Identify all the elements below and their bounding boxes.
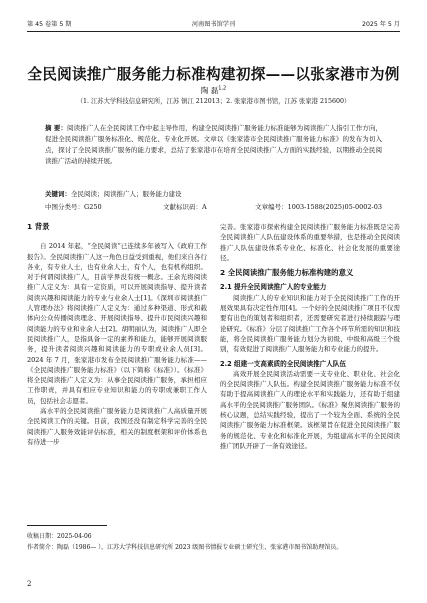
keywords-label: 关键词：: [45, 190, 71, 198]
keywords: [45, 189, 382, 198]
footnote-rule: [27, 525, 107, 526]
abstract-text: 阅读推广人在全民阅读工作中起主导作用，构建全民阅读推广服务能力标准能够为阅读推广人指引工作方向，促进全民阅读推广服务标准化、规范化、专业化开展。文章以《张家港市全民阅读推广服务能力标准》的发布为切入点，探讨了全民阅读推广服务的能力要求，总结了张家港市在培育全民阅读推广人方面的实践经验，以期推动全民阅读推广活动的持续开展。: [45, 124, 383, 165]
clc-number: 中图分类号：G250: [45, 203, 102, 211]
running-header: [27, 19, 400, 30]
article-number: 文章编号：1003-1588(2025)05-0002-03: [255, 203, 382, 211]
paragraph: 阅读推广人的专业知识和能力对于全民阅读推广工作的开展效果具有决定性作用[4]。一个好的全民阅读推广项目不仅需要有出色的策划者和组织者，还需要研究者进行持续跟踪与理论研究。《标准》分层了阅读推广工作各个环节所需的知识和技能，将全民阅读推广服务能力划分为初级、中级和高级三个级别，有效促进了阅读推广人服务能力和专业能力的提升。: [220, 293, 400, 354]
article-title: 全民阅读推广服务能力标准构建初探——以张家港市为例: [27, 66, 400, 83]
paragraph: 高水平的全民阅读推广服务能力是阅读推广人高质量开展全民阅读工作的关键。目前，我国还没有制定科学完善的全民阅读推广人服务效能评估标准，相关的制度框架和评价体系也有待进一步: [27, 407, 207, 446]
section-heading-significance: 2 全民阅读推广服务能力标准构建的意义: [220, 268, 354, 278]
keywords-text: 全民阅读；阅读推广人；服务能力建设: [71, 190, 182, 198]
abstract: [45, 123, 382, 167]
abstract-label: 摘 要：: [45, 124, 68, 132]
header-journal: 河南图书馆学刊: [191, 21, 236, 28]
header-rule: [27, 31, 400, 32]
right-column: [220, 222, 400, 451]
document-code: 文献标识码：A: [163, 203, 207, 211]
subsection-heading: 2.1 提升全民阅读推广人的专业能力: [220, 283, 327, 292]
header-volume: 第 45 卷第 5 期: [27, 21, 72, 28]
section-heading-background: 1 背景: [27, 222, 50, 231]
paragraph: 高效开展全民阅读活动需要一支专业化、职业化、社会化的全民阅读推广人队伍。构建全民阅读推广服务能力标准不仅有助于提高阅读推广人的理论水平和实践能力，还有助于组建高水平的全民阅读推广服务团队。《标准》聚焦阅读推广服务的核心议题，总结实践经验，提出了一个较为全面、系统的全民阅读推广服务能力标准框架。该框架旨在促进全民阅读推广服务的规范化、专业化和标准化开展，为组建高水平的全民阅读推广团队开辟了一条有效途径。: [220, 369, 400, 450]
header-date: 2025 年 5 月: [362, 21, 400, 28]
paragraph: 完善。张家港市探索构建全民阅读推广服务能力标准既是完善全民阅读推广人队伍建设体系的重要举措，也是推动全民阅读推广人队伍建设体系专业化、标准化、社会化发展的重要途径。: [220, 223, 400, 262]
author-bio: 作者简介：陶磊（1986— ），江苏大学科技信息研究所 2023 级图书情报专业硕士研究生，张家港市图书馆助理馆员。: [27, 543, 343, 551]
author-name: 陶 磊: [200, 86, 219, 95]
received-date: 收稿日期：2025-04-06: [27, 533, 92, 540]
left-column: [27, 222, 207, 447]
author: [0, 85, 427, 96]
paragraph: 自 2014 年起，“全民阅读”已连续多年被写入《政府工作报告》。全民阅读推广人这一角色日益受到重视，他们来自各行各业，有专业人士，也有业余人士，有个人，也有机构组织。对于何谓阅读推广人，目前学界没有统一概念。王余光将阅读推广人定义为：具有一定资质，可以开展阅读指导、提升读者阅读兴趣和阅读能力的专业与业余人士[1]。《深圳市阅读推广人管理办法》将阅读推广人定义为：通过多种渠道、形式和载体向公众传播阅读理念、开展阅读指导、提升市民阅读兴趣和阅读能力的专业和业余人士[2]。胡明丽认为，阅读推广人即全民阅读推广人，是指具备一定的素养和能力，能够开展阅读服务，提升读者阅读兴趣和阅读能力的专职或业余人员[3]。2024 年 7 月，张家港市发布全民阅读推广服务能力标准——《全民阅读推广服务能力标准》（以下简称《标准》）。《标准》将全民阅读推广人定义为：从事全民阅读推广服务，承担相应工作职责，并具有相应专业知识和能力的专职或兼职工作人员，包括社会志愿者。: [27, 242, 207, 405]
subsection-heading: 2.2 组建一支高素质的全民阅读推广人队伍: [220, 359, 347, 368]
page-number: 2: [27, 580, 32, 588]
footnotes: [27, 532, 400, 553]
article-meta: [45, 202, 382, 212]
affiliation: （1. 江苏大学科技信息研究所，江苏 镇江 212013；2. 张家港市图书馆，江苏 张家港 215600）: [76, 98, 351, 105]
author-affil-sup: 1,2: [218, 85, 227, 92]
